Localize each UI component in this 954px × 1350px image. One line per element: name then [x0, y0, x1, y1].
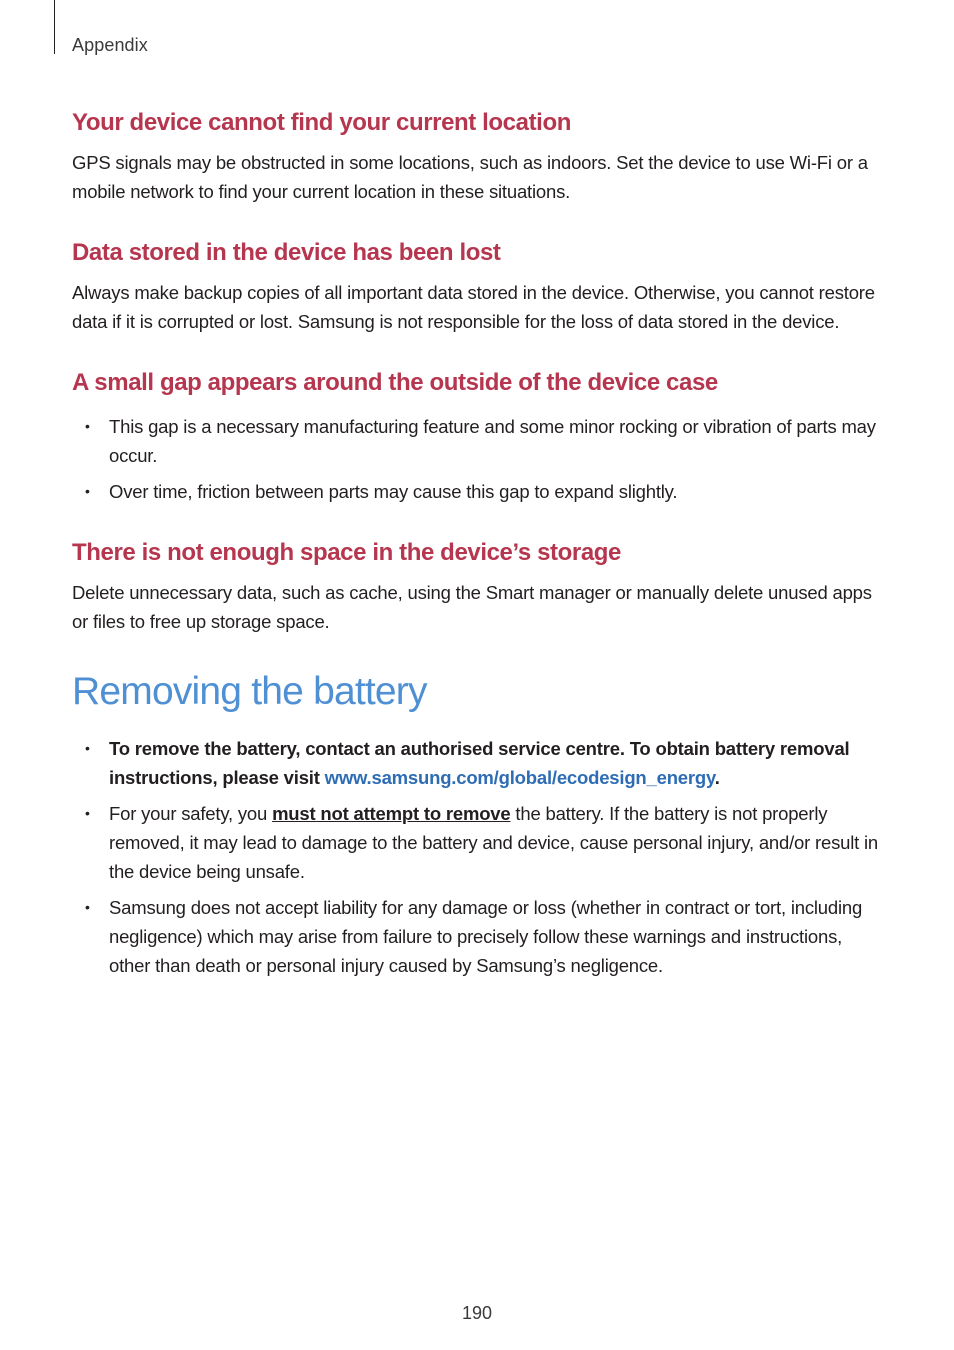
bullet-icon: • — [85, 483, 90, 499]
running-header: Appendix — [72, 35, 148, 55]
liability-text: Samsung does not accept liability for any damage or loss (whether in contract or tort, including negligence) which may arise from failure to precisely follow these warnings and instructions, other than death or personal injury caused by Samsung’s negligence. — [109, 897, 863, 976]
ecodesign-link[interactable]: www.samsung.com/global/ecodesign_energy — [324, 767, 715, 788]
bullet-icon: • — [85, 418, 90, 434]
list-item — [72, 734, 884, 792]
bullet-icon: • — [85, 805, 90, 821]
heading-small-gap: A small gap appears around the outside of the device case — [72, 369, 718, 396]
list-item — [72, 893, 884, 980]
gap-bullet-list — [72, 412, 884, 506]
safety-warning-emphasis: must not attempt to remove — [272, 803, 511, 824]
paragraph-data-lost: Always make backup copies of all important data stored in the device. Otherwise, you cannot restore data if it is corrupted or lost. Samsung is not responsible for the loss of data stored in the device. — [72, 282, 875, 332]
list-item-text: This gap is a necessary manufacturing feature and some minor rocking or vibration of parts may occur. — [109, 416, 876, 466]
bullet-icon: • — [85, 899, 90, 915]
list-item-text: Over time, friction between parts may cause this gap to expand slightly. — [109, 481, 678, 502]
safety-text-start: For your safety, you — [109, 803, 273, 824]
sentence-end: . — [714, 767, 720, 788]
paragraph-storage: Delete unnecessary data, such as cache, using the Smart manager or manually delete unused apps or files to free up storage space. — [72, 582, 872, 632]
margin-rule — [54, 0, 55, 54]
safety-text-end: the battery. If the battery is not properly removed, it may lead to damage to the battery and device, cause personal injury, and/or result in the device being unsafe. — [109, 803, 879, 882]
heading-location: Your device cannot find your current location — [72, 109, 571, 136]
battery-bullet-list — [72, 734, 884, 980]
page-number: 190 — [461, 1303, 493, 1323]
heading-data-lost: Data stored in the device has been lost — [72, 239, 501, 266]
page-content — [72, 108, 884, 1012]
battery-instruction-text: To remove the battery, contact an authorised service centre. To obtain battery removal instructions, please visit — [109, 738, 850, 788]
list-item — [72, 799, 884, 886]
bullet-icon: • — [85, 740, 90, 756]
list-item — [72, 477, 884, 506]
list-item — [72, 412, 884, 470]
paragraph-location: GPS signals may be obstructed in some locations, such as indoors. Set the device to use Wi-Fi or a mobile network to find your current location in these situations. — [72, 152, 868, 202]
heading-storage: There is not enough space in the device’s storage — [72, 539, 621, 566]
page-title: Removing the battery — [72, 670, 427, 713]
